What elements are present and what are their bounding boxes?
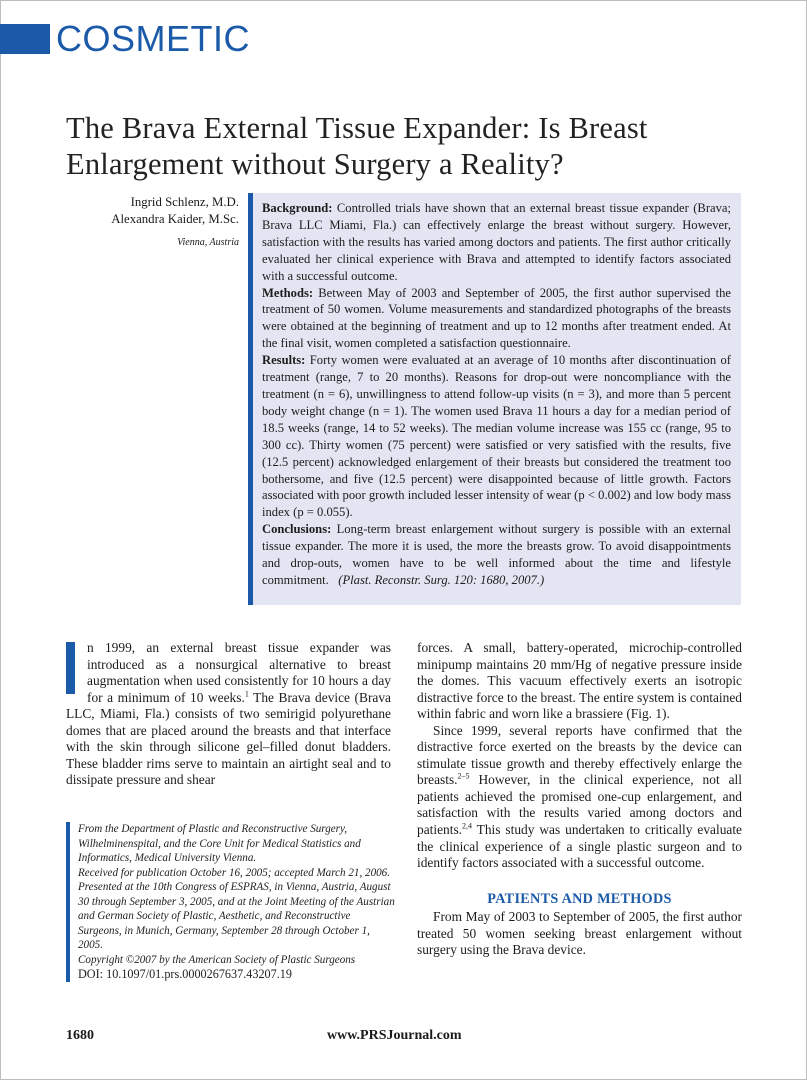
abstract-results [262,352,731,521]
footnote-presented: Presented at the 10th Congress of ESPRAS, in Vienna, Austria, August 30 through September 3, 2005, and at the Joint Meeting of the Austrian and German Society of Plastic, Aesthetic, and Reconstructive Surgeons, in Munich, Germany, September 28 through October 1, 2005. [78,881,395,951]
reference-marker: 1 [244,689,249,699]
body-column-left [66,640,391,789]
abstract-box [248,193,741,605]
footnote-doi: DOI: 10.1097/01.prs.0000267637.43207.19 [78,967,292,981]
title-line-1: The Brava External Tissue Expander: Is Breast [66,111,648,145]
body-paragraph [417,723,742,872]
body-column-right [417,640,742,959]
abstract-conclusions [262,521,731,589]
reference-marker: 2–5 [457,771,470,781]
author-block [66,194,239,251]
body-paragraph: forces. A small, battery-operated, microchip-controlled minipump maintains 20 mm/Hg of negative pressure inside the domes. This vacuum effectively exerts an isotropic distractive force to the breast. The entire system is contained within fabric and worn like a brassiere (Fig. 1). [417,640,742,722]
abstract-text: Forty women were evaluated at an average of 10 months after discontinuation of treatment (range, 7 to 20 months). Reasons for drop-out were noncompliance with the treatment (n = 6), unwillingness to attend follow-up visits (n = 3), and more than 5 percent body weight change (n = 1). The women used Brava 11 hours a day for a median period of 18.5 weeks (range, 14 to 52 weeks). The median volume increase was 155 cc (range, 95 to 300 cc). Thirty women (75 percent) were satisfied or very satisfied with the results, five (12.5 percent) acknowledged enlargement of their breasts but considered the treatment too bothersome, and five (12.5 percent) were disappointed because of little growth. Factors associated with poor growth included lesser intensity of wear (p < 0.002) and low body mass index (p = 0.055). [262,353,731,520]
footnote-copyright: Copyright ©2007 by the American Society of Plastic Surgeons [78,953,356,966]
page-number: 1680 [66,1028,94,1043]
journal-website: www.PRSJournal.com [327,1028,462,1043]
body-text: This study was undertaken to critically evaluate the clinical experience of a single plastic surgeon and to identify factors associated with a successful outcome. [417,822,742,871]
body-text: The Brava device (Brava LLC, Miami, Fla.) consists of two semirigid polyurethane domes that are placed around the breasts and that interface with the skin through silicone gel–filled donut bladders. These bladder rims serve to maintain an airtight seal and to dissipate pressure and shear [66,689,391,788]
body-paragraph [66,640,391,789]
abstract-methods [262,285,731,353]
article-title [66,110,756,182]
section-heading-methods: PATIENTS AND METHODS [487,890,672,907]
section-label: COSMETIC [55,18,250,59]
abstract-citation: (Plast. Reconstr. Surg. 120: 1680, 2007.) [338,572,545,587]
author-name: Ingrid Schlenz, M.D. [130,195,239,209]
article-footnote [66,822,396,982]
abstract-text: Controlled trials have shown that an external breast tissue expander (Brava; Brava LLC Miami, Fla.) can effectively enlarge the breast without surgery. However, satisfaction with the results has varied among doctors and patients. The first author critically evaluated her clinical experience with Brava and attempted to identify factors associated with a successful outcome. [262,201,731,283]
section-accent-bar [0,24,50,54]
footnote-affiliation: From the Department of Plastic and Reconstructive Surgery, Wilhelminenspital, and the Core Unit for Medical Statistics and Informatics, Medical University Vienna. [78,823,361,864]
author-name: Alexandra Kaider, M.Sc. [111,212,239,226]
abstract-heading: Results: [262,353,306,368]
author-city: Vienna, Austria [177,237,239,248]
footnote-received: Received for publication October 16, 2005; accepted March 21, 2006. [78,866,390,879]
abstract-heading: Conclusions: [262,522,332,537]
title-line-2: Enlargement without Surgery a Reality? [66,147,564,181]
abstract-text: Long-term breast enlargement without surgery is possible with an external tissue expander. The more it is used, the more the breasts grow. To avoid disappointments and drop-outs, women have to be well informed about the time and lifestyle commitment. [262,522,731,587]
body-text: Since 1999, several reports have confirmed that the distractive force exerted on the breasts by the device can stimulate tissue growth and thereby effectively enlarge the breasts. [417,722,742,788]
abstract-background [262,200,731,285]
drop-cap-i [66,642,75,694]
abstract-text: Between May of 2003 and September of 2005, the first author supervised the treatment of 50 women. Volume measurements and standardized photographs of the breasts were obtained at the beginning of treatment and up to 12 months after treatment ended. At the final visit, women completed a satisfaction questionnaire. [262,285,731,351]
abstract-heading: Background: [262,201,333,215]
body-text: n 1999, an external breast tissue expander was introduced as a nonsurgical alternative to breast augmentation when used consistently for 10 hours a day for a minimum of 10 weeks. [87,640,391,705]
section-banner [0,18,250,59]
body-text: However, in the clinical experience, not all patients achieved the promised one-cup enlargement, and satisfaction with the results varied among doctors and patients. [417,772,742,838]
reference-marker: 2,4 [462,821,472,831]
abstract-heading: Methods: [262,285,314,300]
body-paragraph: From May of 2003 to September of 2005, the first author treated 50 women seeking breast enlargement without surgery using the Brava device. [417,909,742,958]
